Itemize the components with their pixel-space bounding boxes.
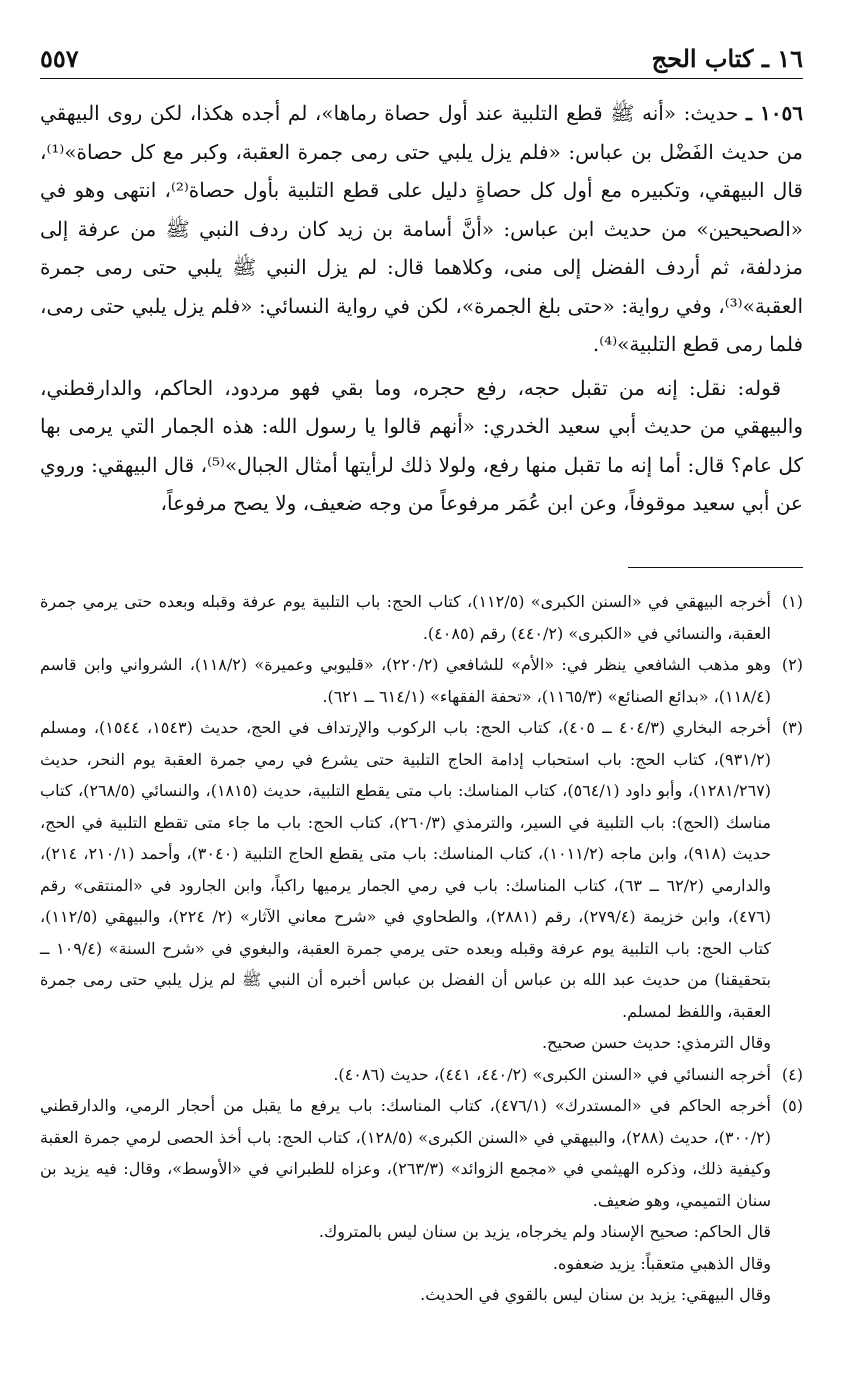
- footnote-5: [40, 1090, 803, 1311]
- footnote-3: [40, 712, 803, 1059]
- hadith-text: حديث: «أنه ﷺ قطع التلبية عند أول حصاة رماها»، لم أجده هكذا، لكن روى البيهقي من حديث الفَضْل بن عباس: «فلم يزل يلبي حتى رمى جمرة العقبة، وكبر مع كل حصاة»⁽¹⁾، قال البيهقي، وتكبيره مع أول كل حصاةٍ دليل على قطع التلبية بأول حصاة⁽²⁾، انتهى وهو في «الصحيحين» من حديث ابن عباس: «أنَّ أسامة بن زيد كان ردف النبي ﷺ من عرفة إلى مزدلفة، ثم أردف الفضل إلى منى، وكلاهما قال: لم يزل النبي ﷺ يلبي حتى رمى جمرة العقبة»⁽³⁾، وفي رواية: «حتى بلغ الجمرة»، لكن في رواية النسائي: «فلم يزل يلبي حتى رمى، فلما رمى قطع التلبية»⁽⁴⁾.: [40, 101, 803, 356]
- footnote-text: أخرجه البيهقي في «السنن الكبرى» (١١٢/٥)، كتاب الحج: باب التلبية يوم عرفة وقبله وبعده حتى يرمي جمرة العقبة، والنسائي في «الكبرى» (٤٤٠/٢) رقم (٤٠٨٥).: [40, 592, 772, 643]
- footnote-text: أخرجه البخاري (٤٠٤/٣ ــ ٤٠٥)، كتاب الحج: باب الركوب والإرتداف في الحج، حديث (١٥٤٣، ١٥٤٤)، ومسلم (٩٣١/٢)، كتاب الحج: باب استحباب إدامة الحاج التلبية حتى يشرع في رمي جمرة العقبة يوم النحر، حديث (١٢٨١/٢٦٧)، وأبو داود (٥٦٤/١)، كتاب المناسك: باب متى يقطع التلبية، حديث (١٨١٥)، والنسائي (٢٦٨/٥)، كتاب مناسك (الحج): باب التلبية في السير، والترمذي (٢٦٠/٣)، كتاب الحج: باب ما جاء متى تقطع التلبية في الحج، حديث (٩١٨)، وابن ماجه (١٠١١/٢)، كتاب المناسك: باب متى يقطع الحاج التلبية (٣٠٤٠)، وأحمد (٢١٠/١، ٢١٤)، والدارمي (٦٢/٢ ــ ٦٣)، كتاب المناسك: باب في رمي الجمار يرميها راكباً، وابن الجارود في «المنتقى» رقم (٤٧٦)، وابن خزيمة (٢٧٩/٤)، رقم (٢٨٨١)، والطحاوي في «شرح معاني الآثار» (٢/ ٢٢٤)، والبيهقي (١١٢/٥)، كتاب الحج: باب التلبية يوم عرفة وقبله وبعده حتى يرمي جمرة العقبة، والبغوي في «شرح السنة» (١٠٩/٤ ــ بتحقيقنا) من حديث عبد الله بن عباس أن الفضل بن عباس أخبره أن النبي ﷺ لم يزل يلبي حتى رمى جمرة العقبة، واللفظ لمسلم.: [40, 718, 772, 1021]
- hadith-number: ١٠٥٦ ـ: [746, 101, 804, 125]
- footnotes: [40, 586, 803, 1311]
- footnote-1: [40, 586, 803, 649]
- footnote-2: [40, 649, 803, 712]
- footnote-note: قال الحاكم: صحيح الإسناد ولم يخرجاه، يزيد بن سنان ليس بالمتروك.: [318, 1222, 771, 1241]
- footnote-number: (٥): [781, 1096, 803, 1115]
- page-header: [40, 38, 803, 79]
- footnote-text: أخرجه الحاكم في «المستدرك» (٤٧٦/١)، كتاب المناسك: باب يرفع ما يقبل من أحجار الرمي، والدارقطني (٣٠٠/٢)، حديث (٢٨٨)، والبيهقي في «السنن الكبرى» (١٢٨/٥)، كتاب الحج: باب أخذ الحصى لرمي جمرة العقبة وكيفية ذلك، وذكره الهيثمي في «مجمع الزوائد» (٢٦٣/٣)، وعزاه للطبراني في «الأوسط»، وقال: فيه يزيد بن سنان التميمي، وهو ضعيف.: [40, 1096, 771, 1210]
- main-paragraph-2: قوله: نقل: إنه من تقبل حجه، رفع حجره، وما بقي فهو مردود، الحاكم، والدارقطني، والبيهقي من حديث أبي سعيد الخدري: «أنهم قالوا يا رسول الله: هذه الجمار التي يرمى بها كل عام؟ قال: أما إنه ما تقبل منها رفع، ولولا ذلك لرأيتها أمثال الجبال»⁽⁵⁾، قال البيهقي: وروي عن أبي سعيد موقوفاً، وعن ابن عُمَر مرفوعاً من وجه ضعيف، ولا يصح مرفوعاً،: [40, 375, 803, 515]
- footnote-divider: [628, 567, 803, 568]
- page-number: ٥٥٧: [40, 44, 79, 73]
- main-text: [40, 94, 803, 523]
- footnote-number: (٣): [781, 718, 803, 737]
- footnote-number: (١): [781, 592, 803, 611]
- footnote-number: (٤): [781, 1064, 803, 1084]
- footnote-number: (٢): [781, 655, 803, 674]
- footnote-note: وقال البيهقي: يزيد بن سنان ليس بالقوي في الحديث.: [420, 1285, 771, 1304]
- footnote-note: وقال الترمذي: حديث حسن صحيح.: [541, 1033, 771, 1052]
- footnote-note: وقال الذهبي متعقباً: يزيد ضعفوه.: [552, 1253, 771, 1273]
- main-paragraph-1: [40, 94, 803, 364]
- footnote-4: [40, 1059, 803, 1091]
- footnote-text: وهو مذهب الشافعي ينظر في: «الأم» للشافعي (٢٢٠/٢)، «قليوبي وعميرة» (١١٨/٢)، الشرواني وابن قاسم (١١٨/٤)، «بدائع الصنائع» (١١٦٥/٣)، «تحفة الفقهاء» (٦١٤/١ ــ ٦٢١).: [40, 655, 772, 706]
- running-title: ١٦ ـ كتاب الحج: [651, 44, 803, 73]
- footnote-text: أخرجه النسائي في «السنن الكبرى» (٤٤٠/٢، ٤٤١)، حديث (٤٠٨٦).: [333, 1064, 771, 1084]
